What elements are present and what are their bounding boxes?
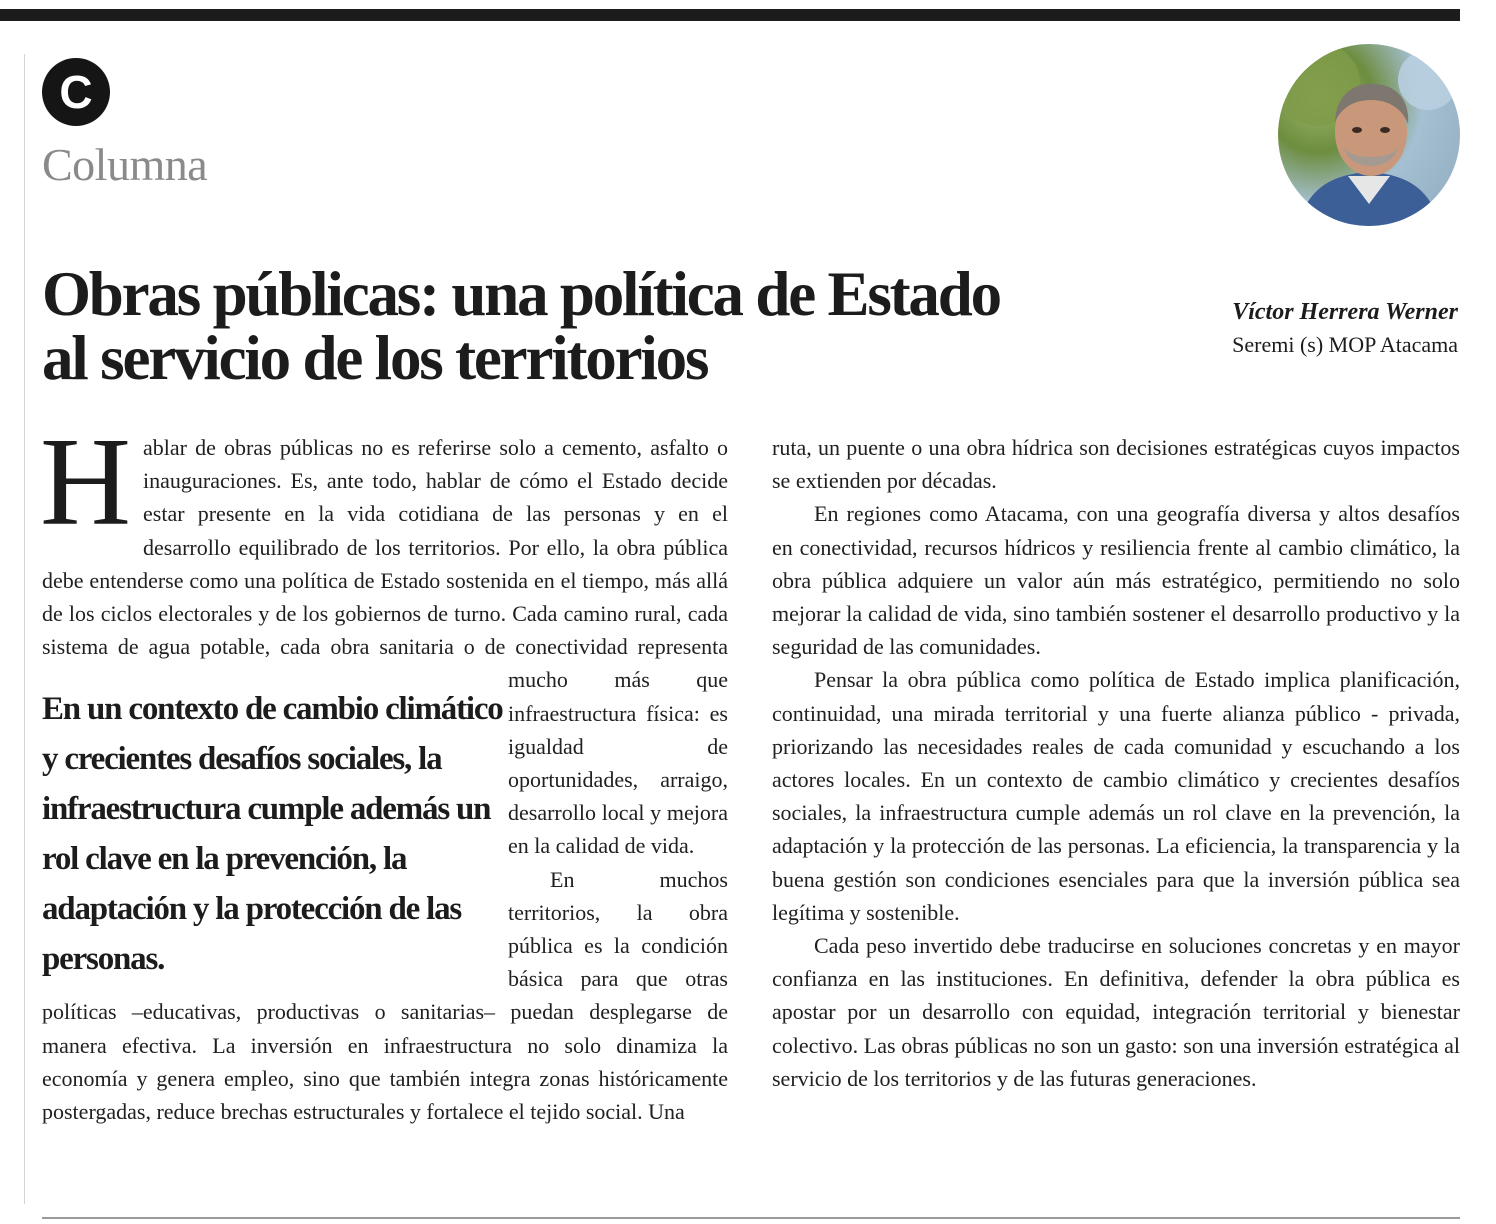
paragraph-4: En regiones como Atacama, con una geografía diversa y altos desafíos en conectividad, recursos hídricos y resiliencia frente al cambio climático, la obra pública adquiere un valor aún más estratégico, permitiendo no solo mejorar la calidad de vida, sino también sostener el desarrollo productivo y la seguridad de las comunidades.	[772, 501, 1460, 660]
top-rule	[0, 9, 1460, 21]
article-column-2	[772, 431, 1460, 1211]
headline-line-1: Obras públicas: una política de Estado	[42, 259, 1000, 329]
headline	[42, 259, 1142, 393]
paragraph-1-text: ablar de obras públicas no es referirse solo a cemento, asfalto o inauguraciones. Es, ante todo, hablar de cómo el Estado decide estar presente en la vida cotidiana de las personas y en el desarrollo equilibrado de los territorios. Por ello, la obra pública debe entenderse como una política de Estado sostenida en el tiempo, más allá de los ciclos electorales y de los gobiernos de turno. Cada camino rural, cada sistema de agua potable, cada obra sanitaria o de conectividad representa mucho más que infraestructura física: es igualdad de oportunidades, arraigo, desarrollo local y mejora en la calidad de vida.	[42, 435, 728, 859]
paragraph-5: Pensar la obra pública como política de Estado implica planificación, continuidad, una mirada territorial y una fuerte alianza público - privada, priorizando las necesidades reales de cada comunidad y escuchando a los actores locales. En un contexto de cambio climático y crecientes desafíos sociales, la infraestructura cumple además un rol clave en la prevención, la adaptación y la protección de las personas. La eficiencia, la transparencia y la buena gestión son condiciones esenciales para que la inversión pública sea legítima y sostenible.	[772, 667, 1460, 925]
section-badge: C	[42, 58, 110, 126]
paragraph-3: ruta, un puente o una obra hídrica son decisiones estratégicas cuyos impactos se extienden por décadas.	[772, 435, 1460, 494]
author-photo	[1278, 44, 1460, 226]
bottom-rule	[42, 1217, 1460, 1219]
pull-quote: En un contexto de cambio climático y crecientes desafíos sociales, la infraestructura cumple además un rol clave en la prevención, la adaptación y la protección de las personas.	[42, 691, 503, 977]
author-portrait-icon	[1278, 44, 1460, 226]
paragraph-2: En muchos territorios, la obra pública es la condición básica para que otras políticas –educativas, productivas o sanitarias– puedan desplegarse de manera efectiva. La inversión en infraestructura no solo dinamiza la economía y genera empleo, sino que también integra zonas históricamente postergadas, reduce brechas estructurales y fortalece el tejido social. Una	[42, 866, 728, 1125]
section-label: Columna	[42, 139, 208, 190]
paragraph-6: Cada peso invertido debe traducirse en soluciones concretas y en mayor confianza en las instituciones. En definitiva, defender la obra pública es apostar por un desarrollo con equidad, integración territorial y bienestar colectivo. Las obras públicas no son un gasto: son una inversión estratégica al servicio de los territorios y de las futuras generaciones.	[772, 933, 1460, 1091]
byline	[1232, 296, 1458, 362]
author-role: Seremi (s) MOP Atacama	[1232, 332, 1458, 357]
headline-line-2: al servicio de los territorios	[42, 323, 708, 393]
author-name: Víctor Herrera Werner	[1232, 299, 1458, 325]
left-rule	[24, 54, 25, 1204]
drop-cap: H	[40, 413, 131, 552]
